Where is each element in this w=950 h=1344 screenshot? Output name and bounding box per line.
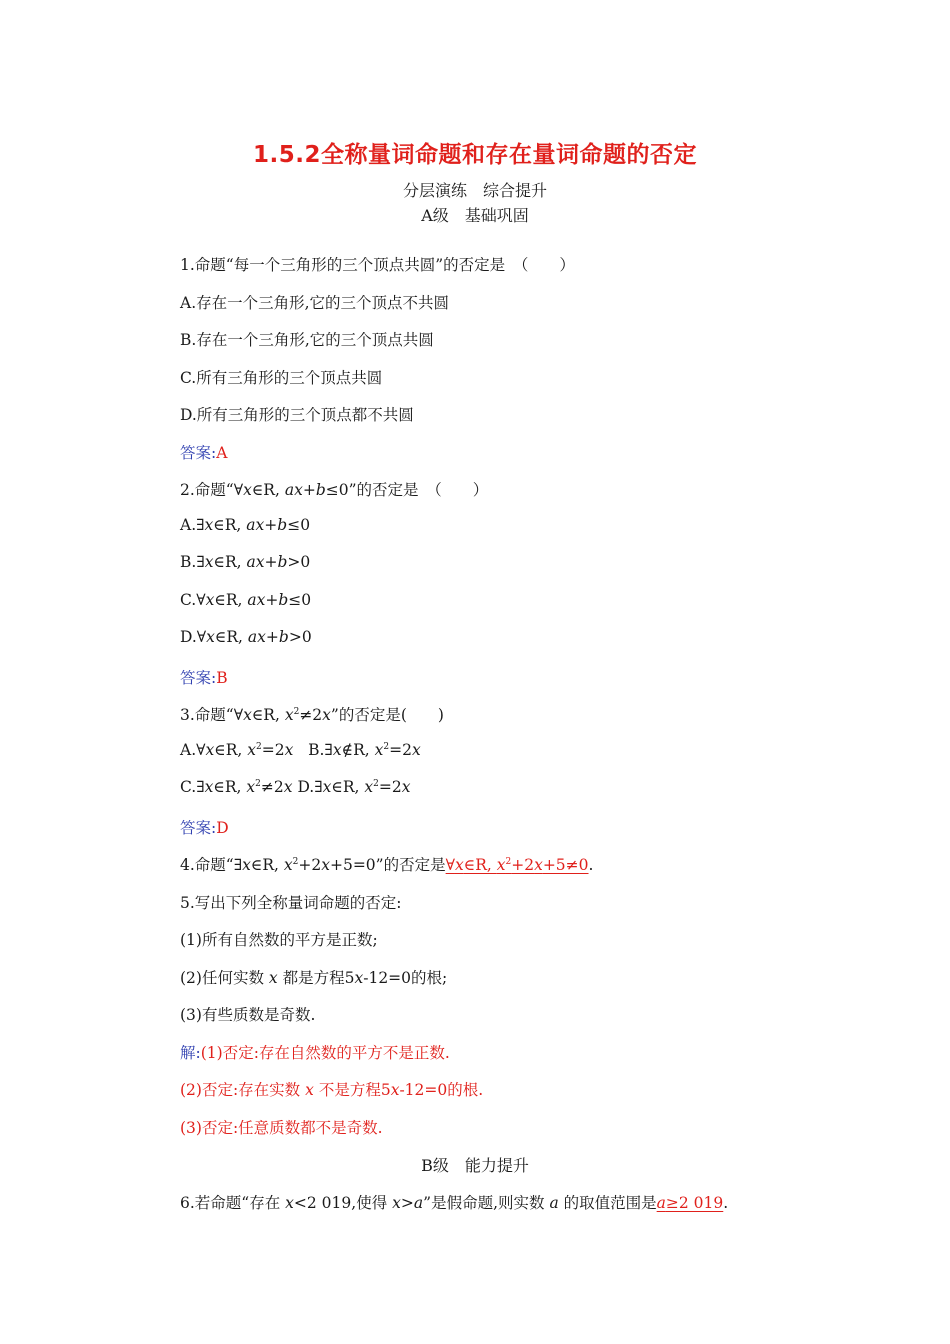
q1-option-a: A.存在一个三角形,它的三个顶点不共圆 [180,294,450,312]
section-heading-b: B级 能力提升 [421,1156,529,1175]
q4-answer: ∀x∈R, $x^2+2x+5\ne 0$ [445,856,589,874]
q6-stem: 6.若命题“存在 x<2 019,使得 x>a”是假命题,则实数 a 的取值范围是a≥2 019. [180,1194,729,1212]
q2-option-b: B.∃x∈R, ax+b>0 [180,553,311,571]
q5-item-1: (1)所有自然数的平方是正数; [180,931,378,949]
section-heading-a: A级 基础巩固 [421,206,529,225]
q3-answer: 答案:D [180,819,229,837]
answer-label: 答案: [180,444,217,462]
q5-solution-1: 解:(1)否定:存在自然数的平方不是正数. [180,1044,450,1062]
q5-solution-2: (2)否定:存在实数 x 不是方程5x-12=0的根. [180,1081,484,1099]
q3-options-ab: A.∀x∈R, $x^2=2x$ B.∃x∉R, $x^2=2x$ [180,741,421,759]
q2-stem: 2.命题“∀x∈R, ax+b≤0”的否定是 （ ） [180,481,489,499]
q1-option-c: C.所有三角形的三个顶点共圆 [180,369,383,387]
q5-stem: 5.写出下列全称量词命题的否定: [180,894,402,912]
q2-option-d: D.∀x∈R, ax+b>0 [180,628,312,646]
q5-solution-3: (3)否定:任意质数都不是奇数. [180,1119,383,1137]
q3-stem: 3.命题“∀x∈R, $x^2\ne 2x$”的否定是( ) [180,706,444,724]
q1-option-b: B.存在一个三角形,它的三个顶点共圆 [180,331,434,349]
q5-item-3: (3)有些质数是奇数. [180,1006,316,1024]
subtitle: 分层演练 综合提升 [402,181,547,200]
q1-stem: 1.命题“每一个三角形的三个顶点共圆”的否定是 （ ） [180,256,575,274]
q3-options-cd: C.∃x∈R, $x^2\ne 2x$ D.∃x∈R, $x^2=2x$ [180,778,411,796]
q1-answer-value: A [216,444,228,462]
page-title: 1.5.2全称量词命题和存在量词命题的否定 [253,142,697,168]
q1-answer [180,441,227,463]
q2-option-a: A.∃x∈R, ax+b≤0 [180,516,311,534]
q3-answer-value: D [216,819,229,837]
q1-option-d: D.所有三角形的三个顶点都不共圆 [180,406,414,424]
q2-answer-value: B [216,669,228,687]
q2-option-c: C.∀x∈R, ax+b≤0 [180,591,312,609]
q2-answer: 答案:B [180,669,228,687]
q6-answer: a≥2 019 [656,1194,724,1212]
q5-item-2: (2)任何实数 x 都是方程5x-12=0的根; [180,969,448,987]
q4-stem: 4.命题“∃x∈R, $x^2+2x+5=0$”的否定是∀x∈R, $x^2+2x+5\ne 0$. [180,856,594,874]
